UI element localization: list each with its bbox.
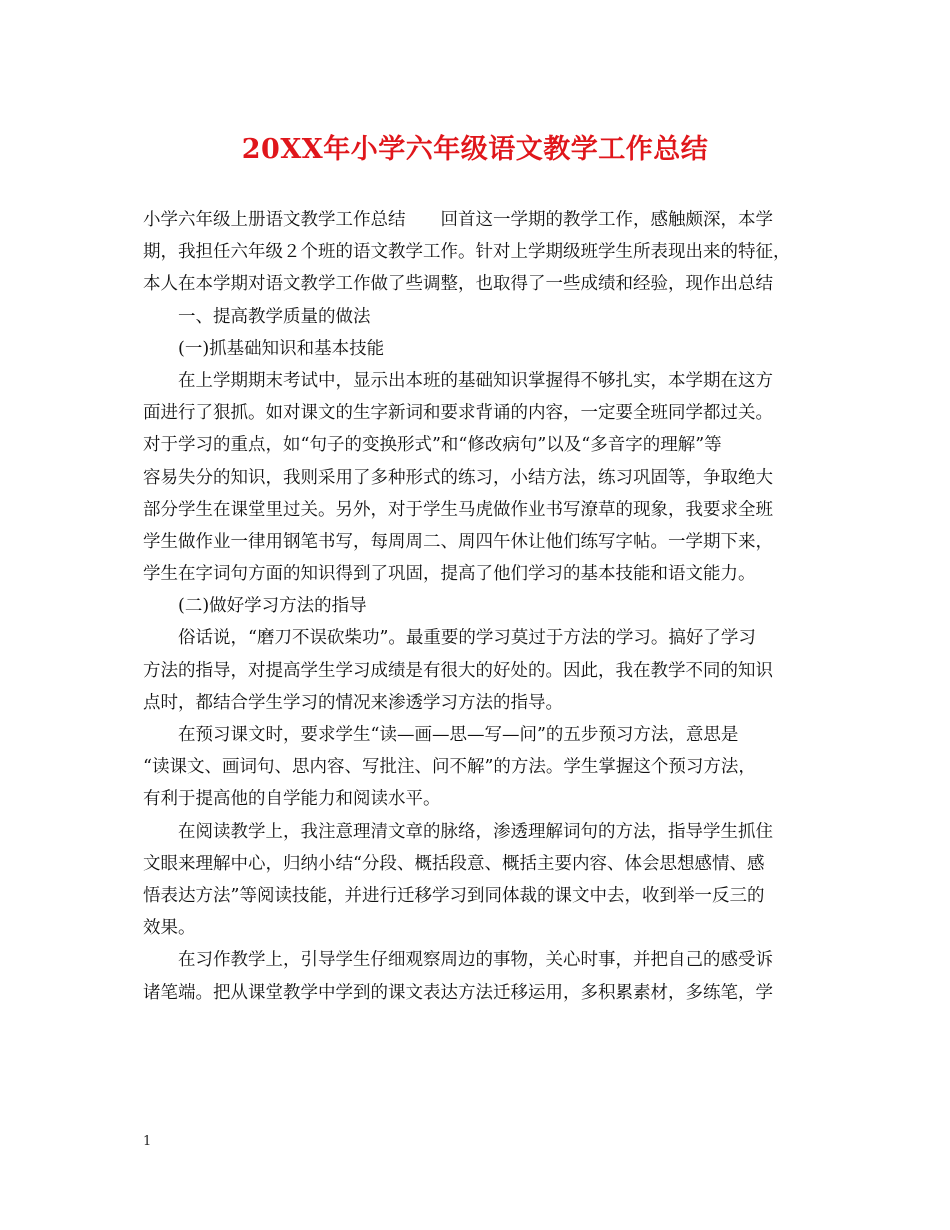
text-line: 面进行了狠抓。如对课文的生字新词和要求背诵的内容，一定要全班同学都过关。 [143, 403, 773, 424]
text-line: 诸笔端。把从课堂教学中学到的课文表达方法迁移运用，多积累素材，多练笔，学 [143, 982, 773, 1003]
document-title: 20XX年小学六年级语文教学工作总结 [241, 134, 709, 165]
text-line: 学生在字词句方面的知识得到了巩固，提高了他们学习的基本技能和语文能力。 [143, 564, 756, 585]
text-line: 悟表达方法”等阅读技能，并进行迁移学习到同体裁的课文中去，收到举一反三的 [143, 885, 765, 906]
text-line: 学生做作业一律用钢笔书写，每周周二、周四午休让他们练写字帖。一学期下来， [143, 531, 773, 552]
text-line: 方法的指导，对提高学生学习成绩是有很大的好处的。因此，我在教学不同的知识 [143, 660, 773, 681]
text-line: 本人在本学期对语文教学工作做了些调整，也取得了一些成绩和经验，现作出总结 [143, 274, 773, 295]
document-body [143, 204, 823, 1009]
page-number: 1 [143, 1134, 152, 1149]
text-line: 在阅读教学上，我注意理清文章的脉络，渗透理解词句的方法，指导学生抓住 [178, 821, 773, 842]
text-line: (一)抓基础知识和基本技能 [178, 338, 385, 359]
text-line: (二)做好学习方法的指导 [178, 596, 367, 617]
text-line: 效果。 [143, 918, 196, 939]
text-line: 一、提高教学质量的做法 [178, 306, 371, 327]
text-line: 有利于提高他的自学能力和阅读水平。 [143, 789, 441, 810]
text-line: 俗话说，“磨刀不误砍柴功”。最重要的学习莫过于方法的学习。搞好了学习 [178, 628, 756, 649]
text-line: 在习作教学上，引导学生仔细观察周边的事物，关心时事，并把自己的感受诉 [178, 950, 773, 971]
text-line: 容易失分的知识，我则采用了多种形式的练习，小结方法，练习巩固等，争取绝大 [143, 467, 773, 488]
text-line: 在上学期期末考试中，显示出本班的基础知识掌握得不够扎实，本学期在这方 [178, 370, 773, 391]
text-line: “读课文、画词句、思内容、写批注、问不解”的方法。学生掌握这个预习方法， [143, 757, 756, 778]
text-line: 小学六年级上册语文教学工作总结 回首这一学期的教学工作，感触颇深，本学 [143, 210, 773, 230]
text-line: 在预习课文时，要求学生“读—画—思—写—问”的五步预习方法，意思是 [178, 725, 739, 745]
text-line: 点时，都结合学生学习的情况来渗透学习方法的指导。 [143, 692, 563, 713]
text-line: 部分学生在课堂里过关。另外，对于学生马虎做作业书写潦草的现象，我要求全班 [143, 499, 773, 520]
text-line: 对于学习的重点，如“句子的变换形式”和“修改病句”以及“多音字的理解”等 [143, 435, 722, 456]
text-line: 文眼来理解中心，归纳小结“分段、概括段意、概括主要内容、体会思想感情、感 [143, 853, 765, 874]
text-line: 期，我担任六年级２个班的语文教学工作。针对上学期级班学生所表现出来的特征， [143, 242, 791, 263]
